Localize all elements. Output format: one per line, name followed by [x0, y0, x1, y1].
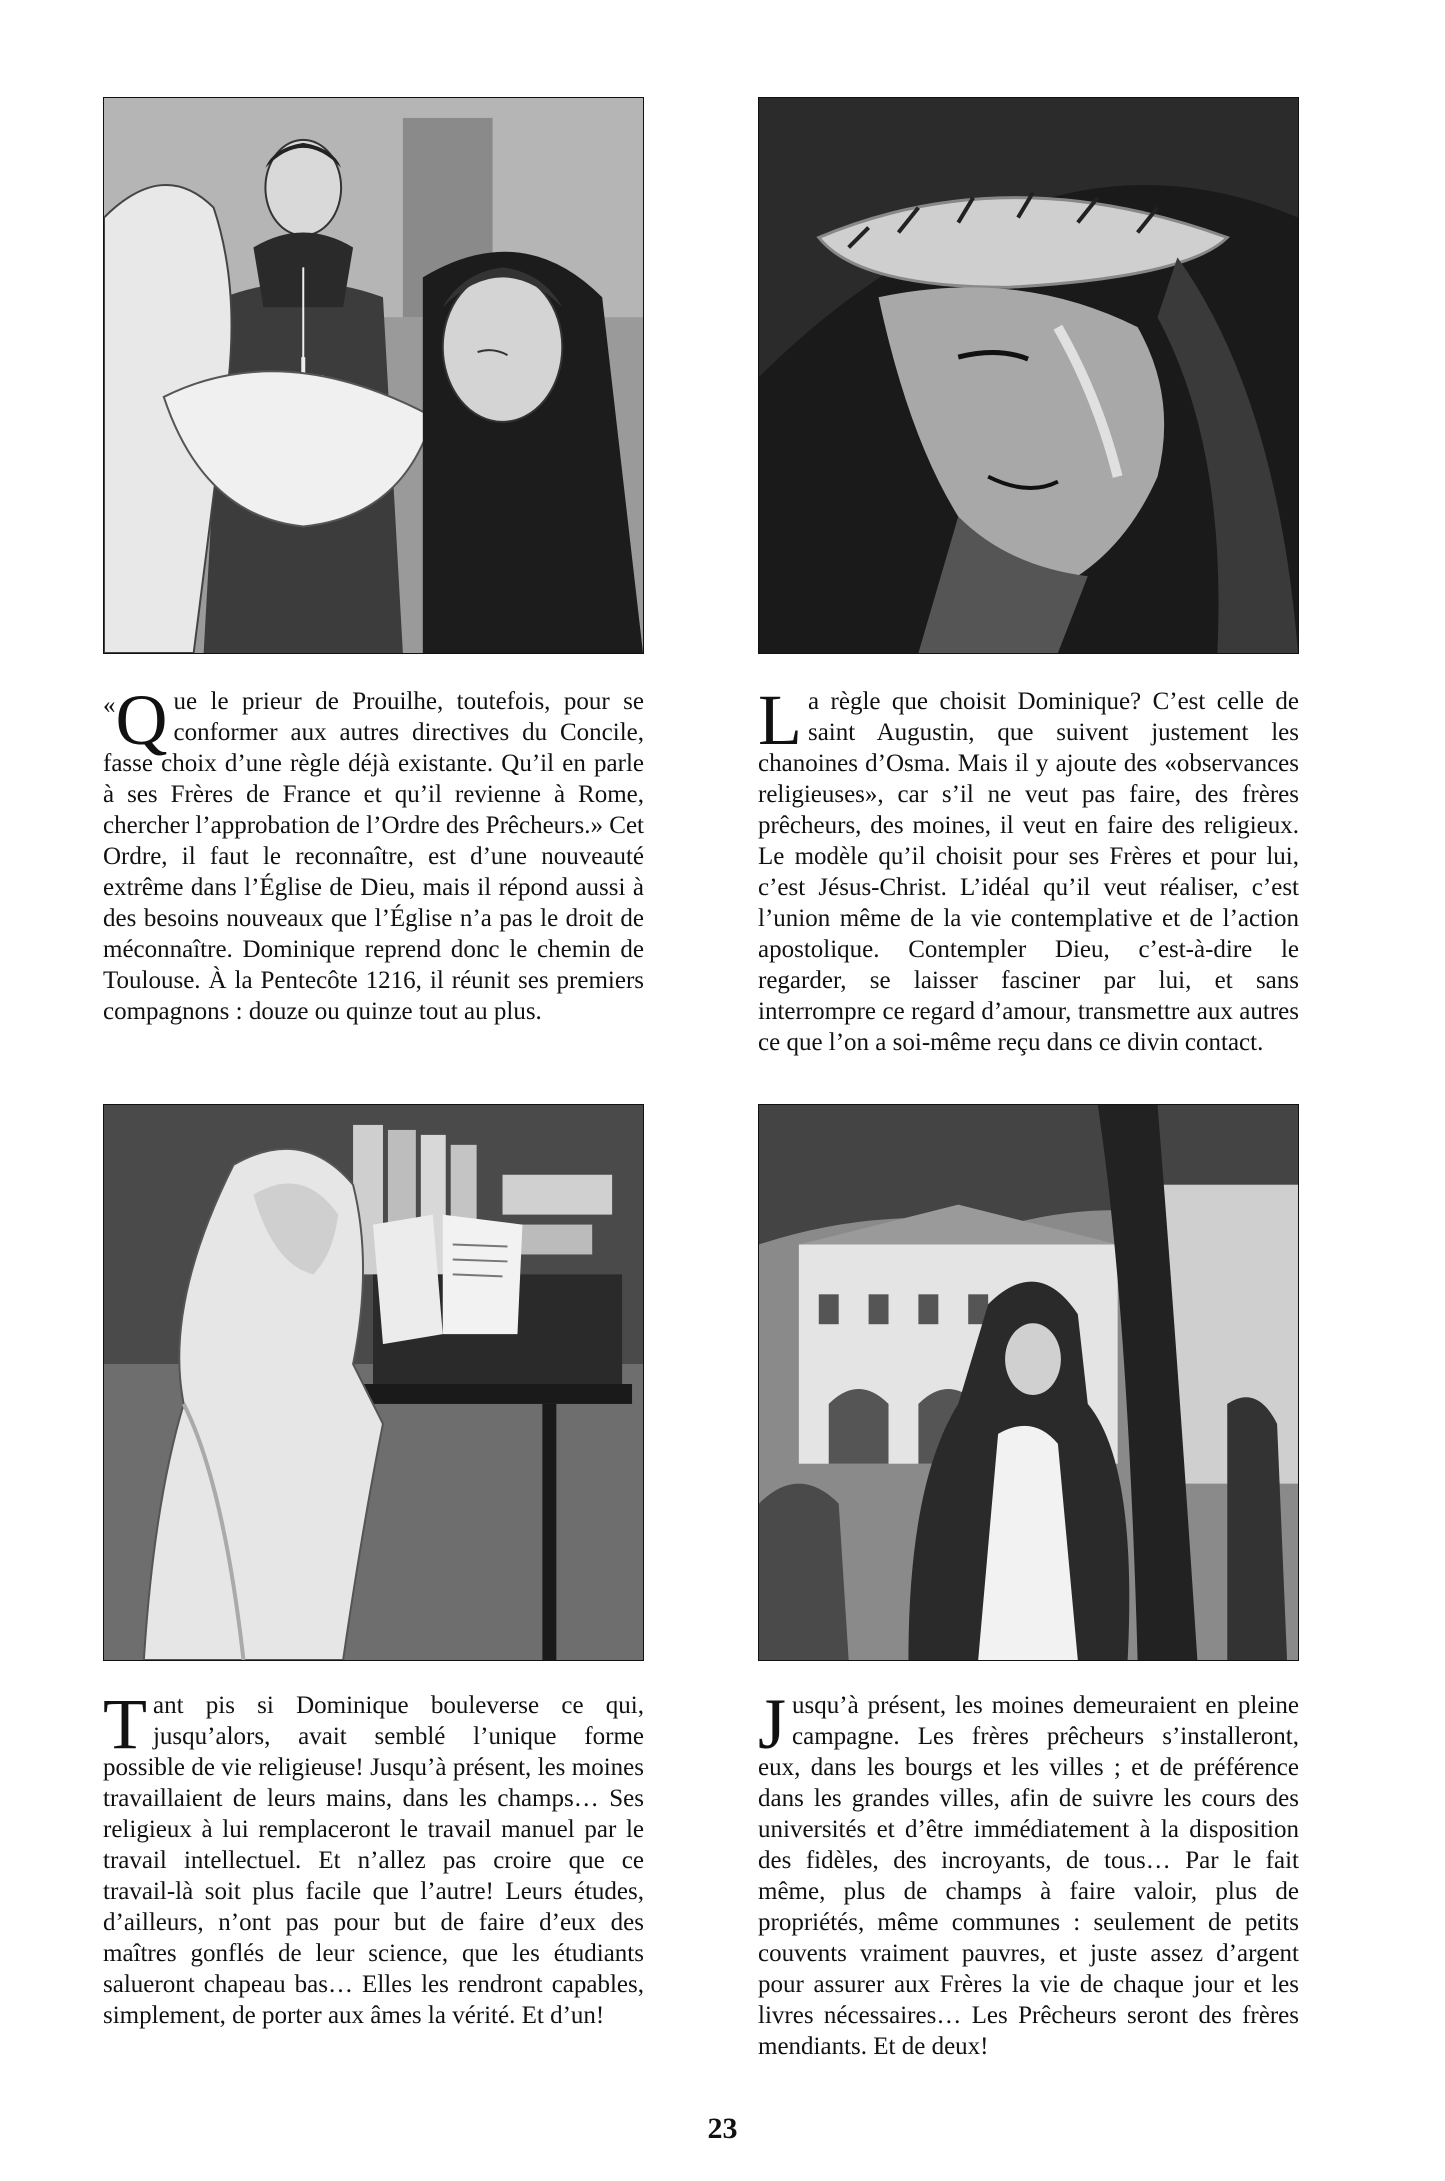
- dropcap: J: [758, 1684, 787, 1764]
- text-section-1: [103, 680, 644, 1027]
- paragraph: ant pis si Dominique bouleverse ce qui, jusqu’alors, avait semblé l’unique forme possible de vie religieuse! Jusqu’à présent, les moines travaillaient de leurs mains, dans les champs… Ses religieux à lui remplaceront le travail manuel par le travail intellectuel. Et n’allez pas croire que ce travail-là soit plus facile que l’autre! Leurs études, d’ailleurs, n’ont pas pour but de faire d’eux des maîtres gonflés de leur science, que les étudiants salueront chapeau bas… Elles les rendront capables, simplement, de porter aux âmes la vérité. Et d’un!: [103, 1692, 644, 2029]
- illustration-christ-crown-of-thorns: [758, 97, 1299, 654]
- text-section-2: [758, 680, 1299, 1058]
- opening-quote: «: [103, 692, 116, 719]
- dropcap: T: [103, 1684, 147, 1764]
- page-number: 23: [707, 2112, 738, 2145]
- paragraph: a règle que choisit Dominique? C’est celle de saint Augustin, que suivent justement les chanoines d’Osma. Mais il y ajoute des «observances religieuses», car s’il ne veut pas faire, des frères prêcheurs, des moines, il veut en faire des religieux. Le modèle qu’il choisit pour ses Frères et pour lui, c’est Jésus-Christ. L’idéal qu’il veut réaliser, c’est l’union même de la vie contemplative et de l’action apostolique. Contempler Dieu, c’est-à-dire le regarder, se laisser fasciner par lui, et sans interrompre ce regard d’amour, transmettre aux autres ce que l’on a soi-même reçu dans ce divin contact.: [758, 688, 1299, 1056]
- text-section-3: [103, 1684, 644, 2031]
- illustration-prior-and-friars: [103, 97, 644, 654]
- illustration-friar-studying: [103, 1104, 644, 1661]
- illustration-friar-in-town: [758, 1104, 1299, 1661]
- dropcap: L: [758, 680, 802, 760]
- paragraph: ue le prieur de Prouilhe, toutefois, pour se conformer aux autres directives du Concile, fasse choix d’une règle déjà existante. Qu’il en parle à ses Frères de France et qu’il revienne à Rome, chercher l’approbation de l’Ordre des Prêcheurs.» Cet Ordre, il faut le reconnaître, est d’une nouveauté extrême dans l’Église de Dieu, mais il répond aussi à des besoins nouveaux que l’Église n’a pas le droit de méconnaître. Dominique reprend donc le chemin de Toulouse. À la Pentecôte 1216, il réunit ses premiers compagnons : douze ou quinze tout au plus.: [103, 688, 644, 1025]
- text-section-4: [758, 1684, 1299, 2062]
- paragraph: usqu’à présent, les moines demeuraient en pleine campagne. Les frères prêcheurs s’installeront, eux, dans les bourgs et les villes ; et de préférence dans les grandes villes, afin de suivre les cours des universités et d’être immédiatement à la disposition des fidèles, des incroyants, de tous… Par le fait même, plus de champs à faire valoir, plus de propriétés, même communes : seulement de petits couvents vraiment pauvres, et juste assez d’argent pour assurer aux Frères la vie de chaque jour et les livres nécessaires… Les Prêcheurs seront des frères mendiants. Et de deux!: [758, 1692, 1299, 2060]
- dropcap: Q: [115, 680, 168, 760]
